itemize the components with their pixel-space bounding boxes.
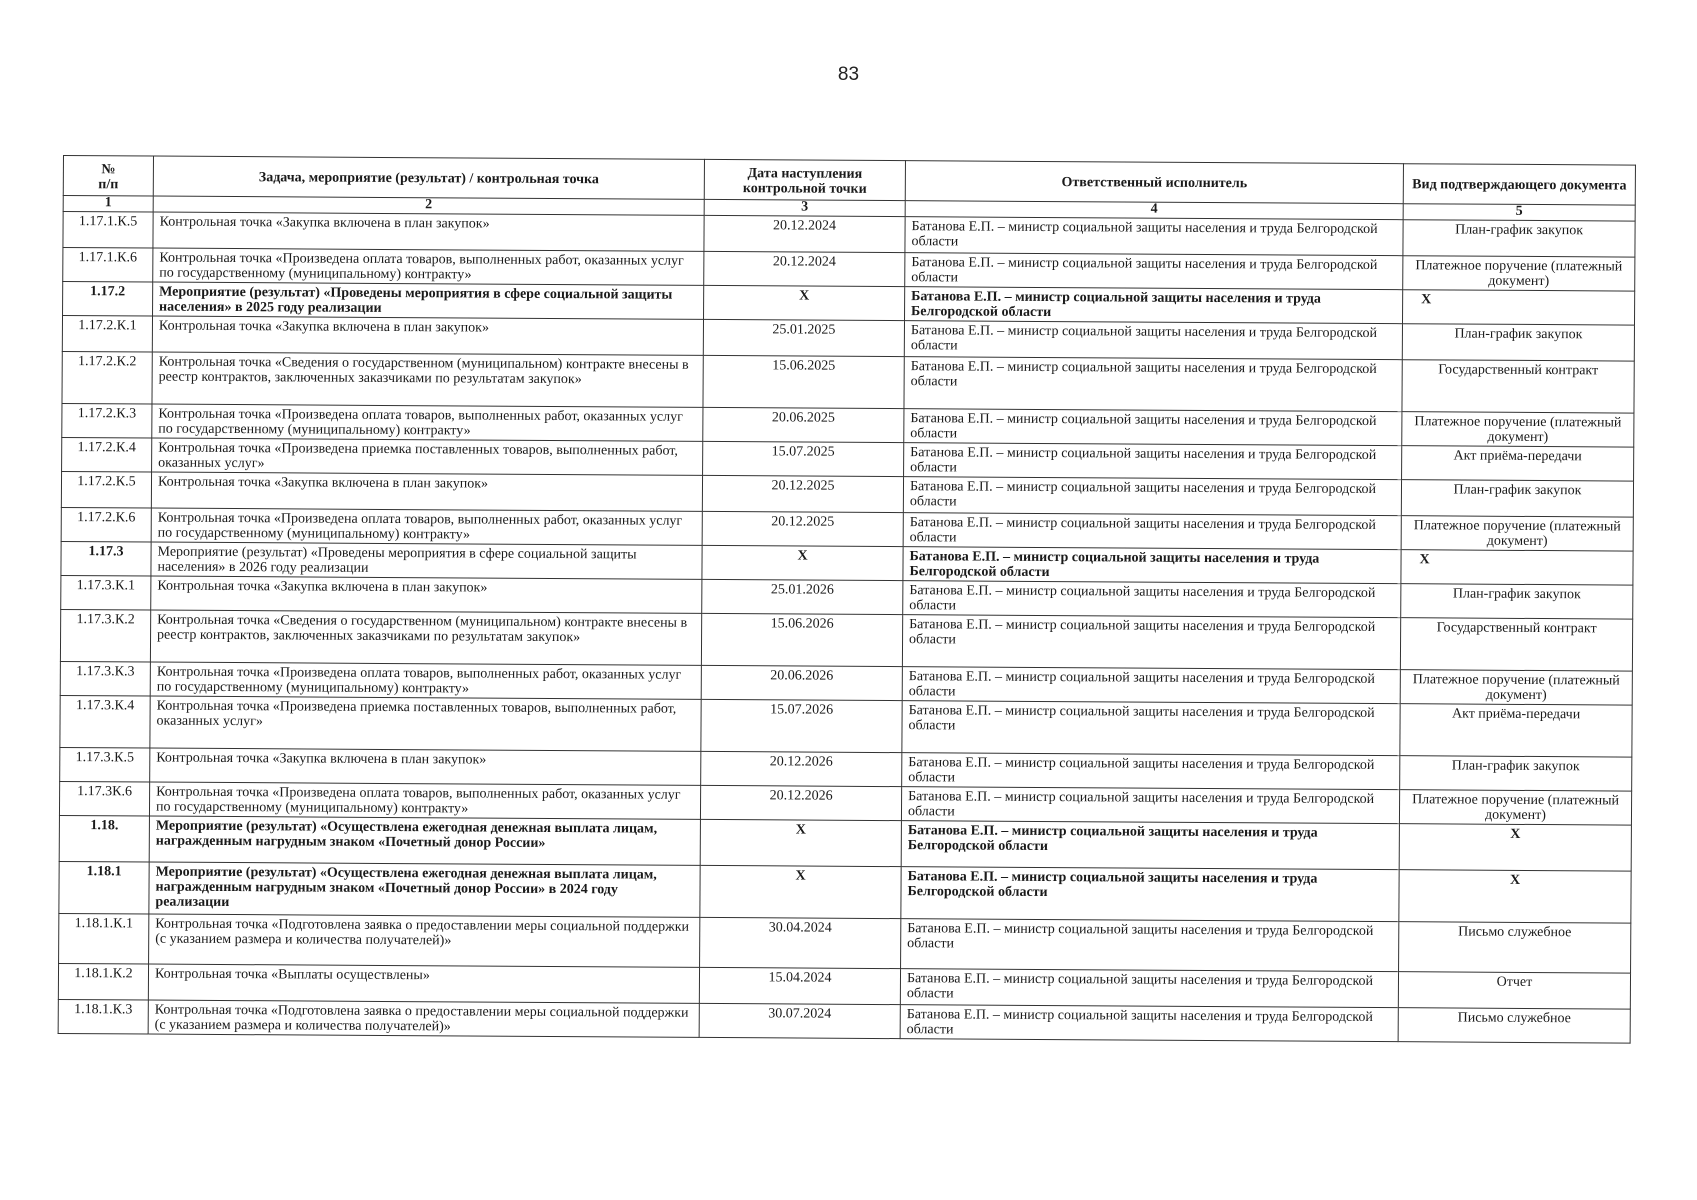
row-executor: Батанова Е.П. – министр социальной защиты населения и труда Белгородской области [904, 409, 1402, 446]
row-executor: Батанова Е.П. – министр социальной защиты населения и труда Белгородской области [901, 867, 1399, 922]
table-row [59, 861, 1631, 923]
row-document: План-график закупок [1401, 480, 1633, 517]
table-row [60, 695, 1632, 757]
row-executor: Батанова Е.П. – министр социальной защиты населения и труда Белгородской области [901, 821, 1399, 870]
row-number: 1.17.2.К.3 [62, 403, 152, 438]
row-date: X [700, 819, 901, 866]
header-executor: Ответственный исполнитель [905, 161, 1403, 204]
row-date: 20.06.2026 [701, 665, 902, 700]
table-body [58, 212, 1635, 1044]
row-executor: Батанова Е.П. – министр социальной защиты населения и труда Белгородской области [904, 357, 1402, 412]
row-executor: Батанова Е.П. – министр социальной защиты населения и труда Белгородской области [902, 753, 1400, 790]
row-task: Контрольная точка «Выплаты осуществлены» [148, 964, 699, 1003]
row-document: X [1402, 290, 1634, 325]
row-document: Письмо служебное [1399, 922, 1631, 973]
column-number: 3 [704, 199, 905, 216]
row-number: 1.18.1 [59, 861, 149, 914]
row-task: Контрольная точка «Сведения о государственном (муниципальном) контракте внесены в реестр контрактов, заключенных заказчиками по результатам закупок» [150, 610, 701, 665]
row-task: Контрольная точка «Подготовлена заявка о предоставлении меры социальной поддержки (с указанием размера и количества получателей)» [148, 1000, 699, 1037]
row-document: X [1399, 870, 1631, 923]
row-number: 1.18. [59, 815, 149, 862]
row-executor: Батанова Е.П. – министр социальной защиты населения и труда Белгородской области [904, 443, 1402, 480]
row-number: 1.17.1.К.6 [63, 248, 153, 283]
row-task: Контрольная точка «Произведена оплата товаров, выполненных работ, оказанных услуг по государственному (муниципальному) контракту» [153, 248, 704, 285]
row-executor: Батанова Е.П. – министр социальной защиты населения и труда Белгородской области [900, 1005, 1398, 1042]
row-executor: Батанова Е.П. – министр социальной защиты населения и труда Белгородской области [902, 667, 1400, 704]
row-task: Мероприятие (результат) «Проведены мероприятия в сфере социальной защиты населения» в 2026 году реализации [151, 542, 702, 579]
row-number: 1.18.1.К.2 [58, 963, 148, 1000]
row-date: 25.01.2026 [702, 579, 903, 614]
row-document: Платежное поручение (платежный документ) [1403, 256, 1635, 291]
row-number: 1.17.3.К.2 [60, 609, 150, 662]
column-number: 5 [1403, 204, 1635, 221]
row-date: 20.12.2024 [704, 215, 905, 252]
row-number: 1.18.1.К.3 [58, 999, 148, 1034]
row-number: 1.17.3.К.4 [60, 695, 150, 748]
row-executor: Батанова Е.П. – министр социальной защиты населения и труда Белгородской области [901, 787, 1399, 824]
control-points-table-wrapper [63, 155, 1635, 1038]
column-number: 1 [63, 196, 153, 213]
row-number: 1.17.3.К.1 [61, 575, 151, 610]
row-number: 1.17.3.К.3 [60, 661, 150, 696]
row-task: Контрольная точка «Закупка включена в план закупок» [151, 576, 702, 613]
row-document: План-график закупок [1402, 324, 1634, 361]
row-date: 20.12.2025 [702, 511, 903, 546]
row-document: Отчет [1398, 972, 1630, 1009]
row-executor: Батанова Е.П. – министр социальной защиты населения и труда Белгородской области [900, 969, 1398, 1008]
row-number: 1.17.2.К.4 [62, 437, 152, 472]
row-executor: Батанова Е.П. – министр социальной защиты населения и труда Белгородской области [903, 581, 1401, 618]
row-document: X [1399, 824, 1631, 871]
row-task: Контрольная точка «Произведена оплата товаров, выполненных работ, оказанных услуг по государственному (муниципальному) контракту» [152, 404, 703, 441]
row-task: Контрольная точка «Сведения о государственном (муниципальном) контракте внесены в реестр контрактов, заключенных заказчиками по результатам закупок» [152, 352, 703, 407]
row-document: Платежное поручение (платежный документ) [1400, 670, 1632, 705]
row-executor: Батанова Е.П. – министр социальной защиты населения и труда Белгородской области [901, 919, 1399, 972]
row-executor: Батанова Е.П. – министр социальной защиты населения и труда Белгородской области [905, 253, 1403, 290]
row-number: 1.17.2.К.6 [61, 507, 151, 542]
row-task: Контрольная точка «Произведена оплата товаров, выполненных работ, оказанных услуг по государственному (муниципальному) контракту» [151, 508, 702, 545]
row-document: Государственный контракт [1402, 360, 1634, 413]
row-task: Контрольная точка «Произведена приемка поставленных товаров, выполненных работ, оказанных услуг» [152, 438, 703, 475]
row-date: X [704, 285, 905, 320]
row-date: 15.06.2025 [703, 355, 904, 408]
column-number: 2 [153, 196, 704, 215]
row-task: Контрольная точка «Закупка включена в план закупок» [153, 212, 704, 251]
row-document: Платежное поручение (платежный документ) [1401, 516, 1633, 551]
row-date: 15.04.2024 [699, 967, 900, 1004]
header-date: Дата наступления контрольной точки [704, 159, 905, 200]
row-task: Контрольная точка «Закупка включена в план закупок» [152, 316, 703, 355]
row-date: 20.12.2024 [704, 251, 905, 286]
row-document: Государственный контракт [1400, 618, 1632, 671]
row-document: Акт приёма-передачи [1402, 446, 1634, 481]
header-document: Вид подтверждающего документа [1403, 164, 1635, 205]
row-executor: Батанова Е.П. – министр социальной защиты населения и труда Белгородской области [904, 321, 1402, 360]
header-num: № п/п [63, 156, 153, 197]
row-number: 1.17.2 [63, 282, 153, 317]
column-number: 4 [905, 201, 1403, 220]
row-date: 15.06.2026 [701, 613, 902, 666]
row-executor: Батанова Е.П. – министр социальной защиты населения и труда Белгородской области [905, 287, 1403, 324]
row-task: Контрольная точка «Подготовлена заявка о предоставлении меры социальной поддержки (с указанием размера и количества получателей)» [149, 914, 700, 967]
row-document: План-график закупок [1401, 584, 1633, 619]
row-date: 25.01.2025 [703, 319, 904, 356]
row-document: Акт приёма-передачи [1400, 704, 1632, 757]
row-task: Мероприятие (результат) «Осуществлена ежегодная денежная выплата лицам, награжденным нагрудным знаком «Почетный донор России» в 2024 году реализации [149, 862, 700, 917]
page-number: 83 [837, 64, 860, 85]
row-task: Контрольная точка «Произведена оплата товаров, выполненных работ, оказанных услуг по государственному (муниципальному) контракту» [150, 662, 701, 699]
row-date: 15.07.2025 [703, 441, 904, 476]
header-task: Задача, мероприятие (результат) / контрольная точка [153, 156, 704, 199]
table-row [62, 351, 1634, 413]
row-number: 1.17.1.К.5 [63, 212, 153, 249]
row-executor: Батанова Е.П. – министр социальной защиты населения и труда Белгородской области [902, 615, 1400, 670]
row-date: 30.07.2024 [699, 1003, 900, 1038]
row-document: X [1401, 550, 1633, 585]
row-document: План-график закупок [1403, 220, 1635, 257]
table-row [60, 609, 1632, 671]
row-document: План-график закупок [1400, 756, 1632, 791]
row-date: 15.07.2026 [701, 699, 902, 752]
row-date: X [702, 545, 903, 580]
row-number: 1.17.2.К.1 [62, 316, 152, 353]
row-executor: Батанова Е.П. – министр социальной защиты населения и труда Белгородской области [903, 477, 1401, 516]
row-executor: Батанова Е.П. – министр социальной защиты населения и труда Белгородской области [902, 701, 1400, 756]
row-task: Мероприятие (результат) «Проведены мероприятия в сфере социальной защиты населения» в 2025 году реализации [153, 282, 704, 319]
row-task: Контрольная точка «Произведена приемка поставленных товаров, выполненных работ, оказанных услуг» [150, 696, 701, 751]
row-task: Контрольная точка «Закупка включена в план закупок» [151, 472, 702, 511]
row-date: X [700, 865, 901, 918]
row-number: 1.17.3К.6 [59, 781, 149, 816]
row-task: Контрольная точка «Произведена оплата товаров, выполненных работ, оказанных услуг по государственному (муниципальному) контракту» [149, 782, 700, 819]
row-date: 20.12.2026 [701, 751, 902, 786]
row-date: 30.04.2024 [700, 917, 901, 968]
row-number: 1.17.3.К.5 [60, 747, 150, 782]
row-date: 20.12.2025 [702, 475, 903, 512]
row-task: Контрольная точка «Закупка включена в план закупок» [150, 748, 701, 785]
row-document: Платежное поручение (платежный документ) [1399, 790, 1631, 825]
row-date: 20.06.2025 [703, 407, 904, 442]
row-number: 1.17.2.К.5 [61, 471, 151, 508]
row-date: 20.12.2026 [700, 785, 901, 820]
row-document: Платежное поручение (платежный документ) [1402, 412, 1634, 447]
row-executor: Батанова Е.П. – министр социальной защиты населения и труда Белгородской области [903, 513, 1401, 550]
row-task: Мероприятие (результат) «Осуществлена ежегодная денежная выплата лицам, награжденным нагрудным знаком «Почетный донор России» [149, 816, 700, 865]
row-number: 1.18.1.К.1 [59, 913, 149, 964]
row-number: 1.17.2.К.2 [62, 351, 152, 404]
row-executor: Батанова Е.П. – министр социальной защиты населения и труда Белгородской области [903, 547, 1401, 584]
control-points-table [58, 155, 1636, 1044]
row-document: Письмо служебное [1398, 1008, 1630, 1043]
row-executor: Батанова Е.П. – министр социальной защиты населения и труда Белгородской области [905, 217, 1403, 256]
row-number: 1.17.3 [61, 541, 151, 576]
